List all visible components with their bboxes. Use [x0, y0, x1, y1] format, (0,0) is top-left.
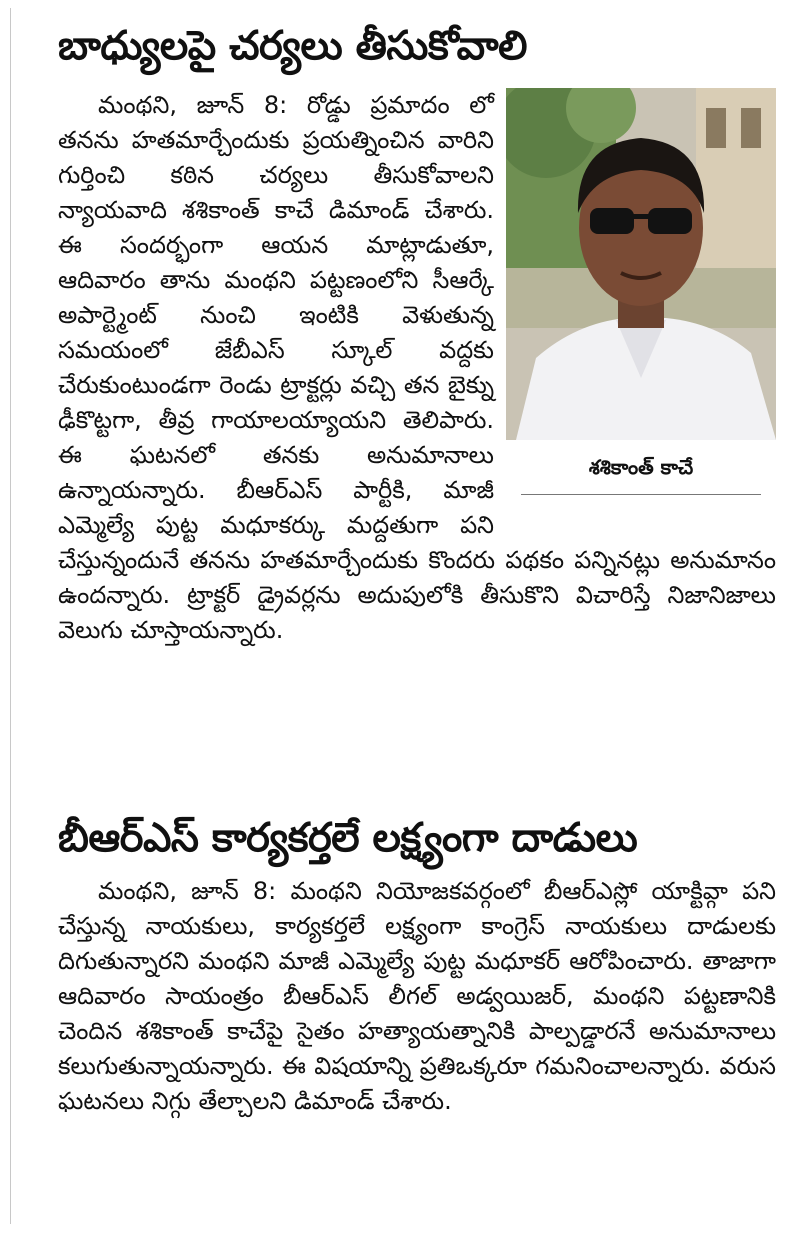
- portrait-photo: [506, 88, 776, 440]
- photo-caption: శశికాంత్ కాచే: [521, 454, 761, 495]
- article1-body: మంథని, జూన్ 8: రోడ్డు ప్రమాదం లో తనను హతమార్చేందుకు ప్రయత్నించిన వారిని గుర్తించి కఠిన చర్యలు తీసుకోవాలని న్యాయవాది శశికాంత్ కాచే డిమాండ్ చేశారు. ఈ సందర్భంగా ఆయన మాట్లాడుతూ, ఆదివారం తాను మంథని పట్టణంలోని సీఆర్కే అపార్ట్మెంట్ నుంచి ఇంటికి వెళుతున్న సమయంలో జేబీఎస్ స్కూల్ వద్దకు చేరుకుంటుండగా రెండు ట్రాక్టర్లు వచ్చి తన బైక్ను ఢీకొట్టగా, తీవ్ర గాయాలయ్యాయని తెలిపారు. ఈ ఘటనలో తనకు అనుమానాలు ఉన్నాయన్నారు. బీఆర్ఎస్ పార్టీకి, మాజీ ఎమ్మెల్యే పుట్ట మధూకర్కు మద్దతుగా పని చేస్తున్నందునే తనను హతమార్చేందుకు కొందరు పథకం పన్నినట్లు అనుమానం ఉందన్నారు. ట్రాక్టర్ డ్రైవర్లను అదుపులోకి తీసుకొని విచారిస్తే నిజానిజాలు వెలుగు చూస్తాయన్నారు.: [58, 91, 776, 644]
- article1-headline: బాధ్యులపై చర్యలు తీసుకోవాలి: [58, 23, 527, 69]
- article2-headline: బీఆర్ఎస్ కార్యకర్తలే లక్ష్యంగా దాడులు: [58, 815, 638, 861]
- photo-box: [506, 88, 776, 528]
- article1-body-wrapper: [58, 88, 776, 648]
- article2-body: మంథని, జూన్ 8: మంథని నియోజకవర్గంలో బీఆర్ఎస్లో యాక్టివ్గా పని చేస్తున్న నాయకులు, కార్యకర్తలే లక్ష్యంగా కాంగ్రెస్ నాయకులు దాడులకు దిగుతున్నారని మంథని మాజీ ఎమ్మెల్యే పుట్ట మధూకర్ ఆరోపించారు. తాజాగా ఆదివారం సాయంత్రం బీఆర్ఎస్ లీగల్ అడ్వయిజర్, మంథని పట్టణానికి చెందిన శశికాంత్ కాచేపై సైతం హత్యాయత్నానికి పాల్పడ్డారనే అనుమానాలు కలుగుతున్నాయన్నారు. ఈ విషయాన్ని ప్రతిఒక్కరూ గమనించాలన్నారు. వరుస ఘటనలు నిగ్గు తేల్చాలని డిమాండ్ చేశారు.: [58, 877, 776, 1115]
